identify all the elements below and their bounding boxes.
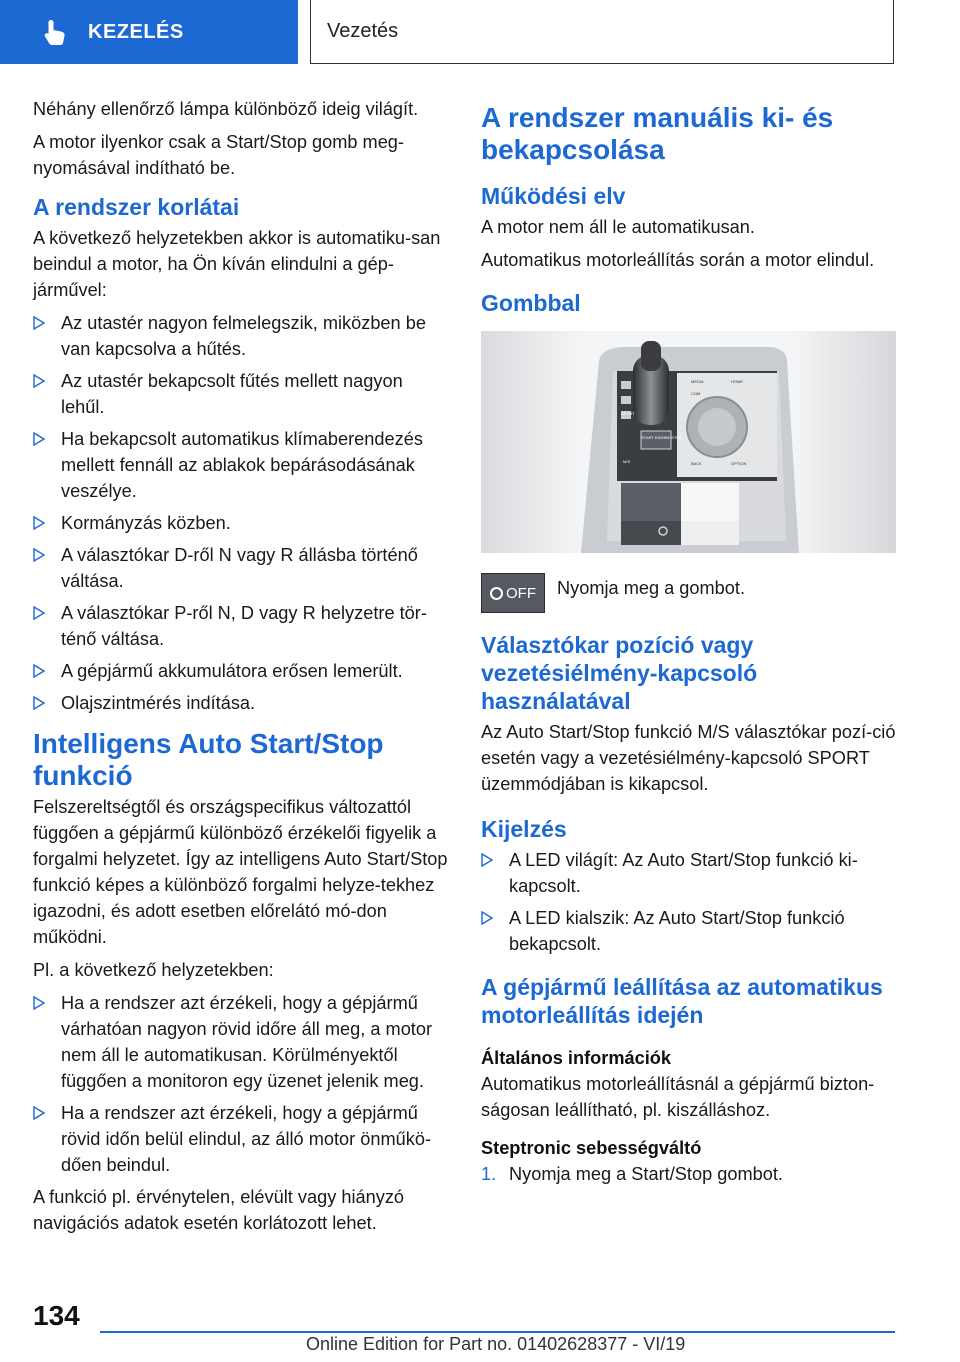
list-item: Ha a rendszer azt érzékeli, hogy a gépjármű várhatóan nagyon rövid időre áll meg, a motor nem áll le automatikusan. Körülményektől függően a monitoron egy üzenet jelenik meg. <box>33 990 448 1094</box>
com-label: COM <box>691 391 701 396</box>
bullet-triangle-icon <box>33 606 45 620</box>
list-item: A választókar D-ről N vagy R állásba történő váltása. <box>33 542 448 594</box>
center-console-photo <box>481 331 896 553</box>
ms-label: M/S <box>623 459 631 464</box>
bullet-triangle-icon <box>33 432 45 446</box>
right-column <box>481 96 896 1187</box>
option-label: OPTION <box>731 461 747 466</box>
paragraph-principle-2: Automatikus motorleállítás során a motor elindul. <box>481 250 875 270</box>
heading-steptronic: Steptronic sebességváltó <box>481 1138 702 1158</box>
paragraph-restart: A motor ilyenkor csak a Start/Stop gomb meg‐nyomásával indítható be. <box>33 132 404 178</box>
bullet-triangle-icon <box>481 911 493 925</box>
heading-display: Kijelzés <box>481 816 567 842</box>
heading-manual-switch: A rendszer manuális ki- és bekapcsolása <box>481 102 834 165</box>
paragraph-intelligent: Felszereltségtől és országspecifikus változattól függően a gépjármű különböző érzékelői figyelik a forgalmi helyzetet. Így az intelligens Auto Start/Stop funkció képes a különböző forgalmi helyze‐tekhez igazodni, és adott esetben előrelátó mó‐don működni. <box>33 797 448 947</box>
list-item: A LED világít: Az Auto Start/Stop funkció ki‐kapcsolt. <box>481 847 896 899</box>
paragraph-principle-1: A motor nem áll le automatikusan. <box>481 217 755 237</box>
bullet-triangle-icon <box>33 664 45 678</box>
bullet-triangle-icon <box>33 516 45 530</box>
tab-kezeles[interactable] <box>0 0 298 64</box>
heading-parking-during-stop: A gépjármű leállítása az automatikus motorleállítás idején <box>481 974 883 1028</box>
paragraph-selector: Az Auto Start/Stop funkció M/S választókar pozí‐ció esetén vagy a vezetésiélmény-kapcsoló SPORT üzemmódjában is kikapcsol. <box>481 722 896 794</box>
bullet-triangle-icon <box>33 374 45 388</box>
step-number: 1. <box>481 1164 497 1184</box>
list-item: A LED kialszik: Az Auto Start/Stop funkció bekapcsolt. <box>481 905 896 957</box>
intelligent-list <box>33 990 448 1178</box>
step-item <box>481 1161 896 1187</box>
heading-system-limits: A rendszer korlátai <box>33 194 240 220</box>
bullet-triangle-icon <box>33 996 45 1010</box>
paragraph-press-button: Nyomja meg a gombot. <box>557 578 746 598</box>
heading-general-info: Általános információk <box>481 1048 672 1068</box>
paragraph-limits-intro: A következő helyzetekben akkor is automatiku‐san beindul a motor, ha Ön kíván elindulni a gép‐járművel: <box>33 228 441 300</box>
footer-edition: Online Edition for Part no. 01402628377 - VI/19 <box>306 1334 686 1354</box>
list-item: Ha a rendszer azt érzékeli, hogy a gépjármű rövid időn belül elindul, az álló motor önműkö‐dően beindul. <box>33 1100 448 1178</box>
list-item: Az utastér bekapcsolt fűtés mellett nagyon lehűl. <box>33 368 448 420</box>
heading-principle: Működési elv <box>481 183 626 209</box>
limits-list <box>33 310 448 716</box>
list-item: Az utastér nagyon felmelegszik, miközben be van kapcsolva a hűtés. <box>33 310 448 362</box>
footer-divider <box>100 1331 895 1333</box>
back-label: BACK <box>691 461 702 466</box>
bullet-triangle-icon <box>33 316 45 330</box>
display-list <box>481 847 896 957</box>
bullet-triangle-icon <box>33 1106 45 1120</box>
list-item: Olajszintmérés indítása. <box>33 690 448 716</box>
steptronic-steps <box>481 1161 896 1187</box>
bullet-triangle-icon <box>33 548 45 562</box>
sport-label: SPORT <box>621 411 635 416</box>
section-title: Vezetés <box>327 20 399 42</box>
list-item: Kormányzás közben. <box>33 510 448 536</box>
paragraph-limitation: A funkció pl. érvénytelen, elévült vagy hiányzó navigációs adatok esetén korlátozott lehet. <box>33 1187 405 1233</box>
bullet-triangle-icon <box>33 696 45 710</box>
heading-with-button: Gombbal <box>481 290 581 316</box>
off-icon-text: OFF <box>506 584 536 602</box>
header-bar <box>0 0 960 66</box>
media-label: MEDIA <box>691 379 704 384</box>
off-ring-icon <box>490 587 503 600</box>
left-column <box>33 96 448 1243</box>
page-number: 134 <box>33 1300 80 1331</box>
home-label: HOME <box>731 379 743 384</box>
step-text: Nyomja meg a Start/Stop gombot. <box>509 1164 783 1184</box>
heading-selector-lever: Választókar pozíció vagy vezetésiélmény-kapcsoló használatával <box>481 632 758 714</box>
center-console-illustration <box>481 331 896 553</box>
auto-start-stop-off-icon <box>481 573 545 613</box>
hand-pointer-icon <box>40 17 70 47</box>
list-item: A gépjármű akkumulátora erősen lemerült. <box>33 658 448 684</box>
tab-kezeles-label: KEZELÉS <box>88 20 184 43</box>
paragraph-general: Automatikus motorleállításnál a gépjármű bizton‐ságosan leállítható, pl. kiszálláshoz. <box>481 1074 875 1120</box>
start-stop-label: START ENGINE STOP <box>641 435 683 440</box>
bullet-triangle-icon <box>481 853 493 867</box>
paragraph-lamps: Néhány ellenőrző lámpa különböző ideig világít. <box>33 99 419 119</box>
heading-intelligent-auto-start-stop: Intelligens Auto Start/Stop funkció <box>33 728 384 791</box>
list-item: A választókar P-ről N, D vagy R helyzetre tör‐ténő váltása. <box>33 600 448 652</box>
list-item: Ha bekapcsolt automatikus klímaberendezés mellett fennáll az ablakok bepárásodásának veszélye. <box>33 426 448 504</box>
section-title-box <box>310 0 894 64</box>
off-button-row <box>481 573 896 613</box>
paragraph-examples: Pl. a következő helyzetekben: <box>33 960 274 980</box>
